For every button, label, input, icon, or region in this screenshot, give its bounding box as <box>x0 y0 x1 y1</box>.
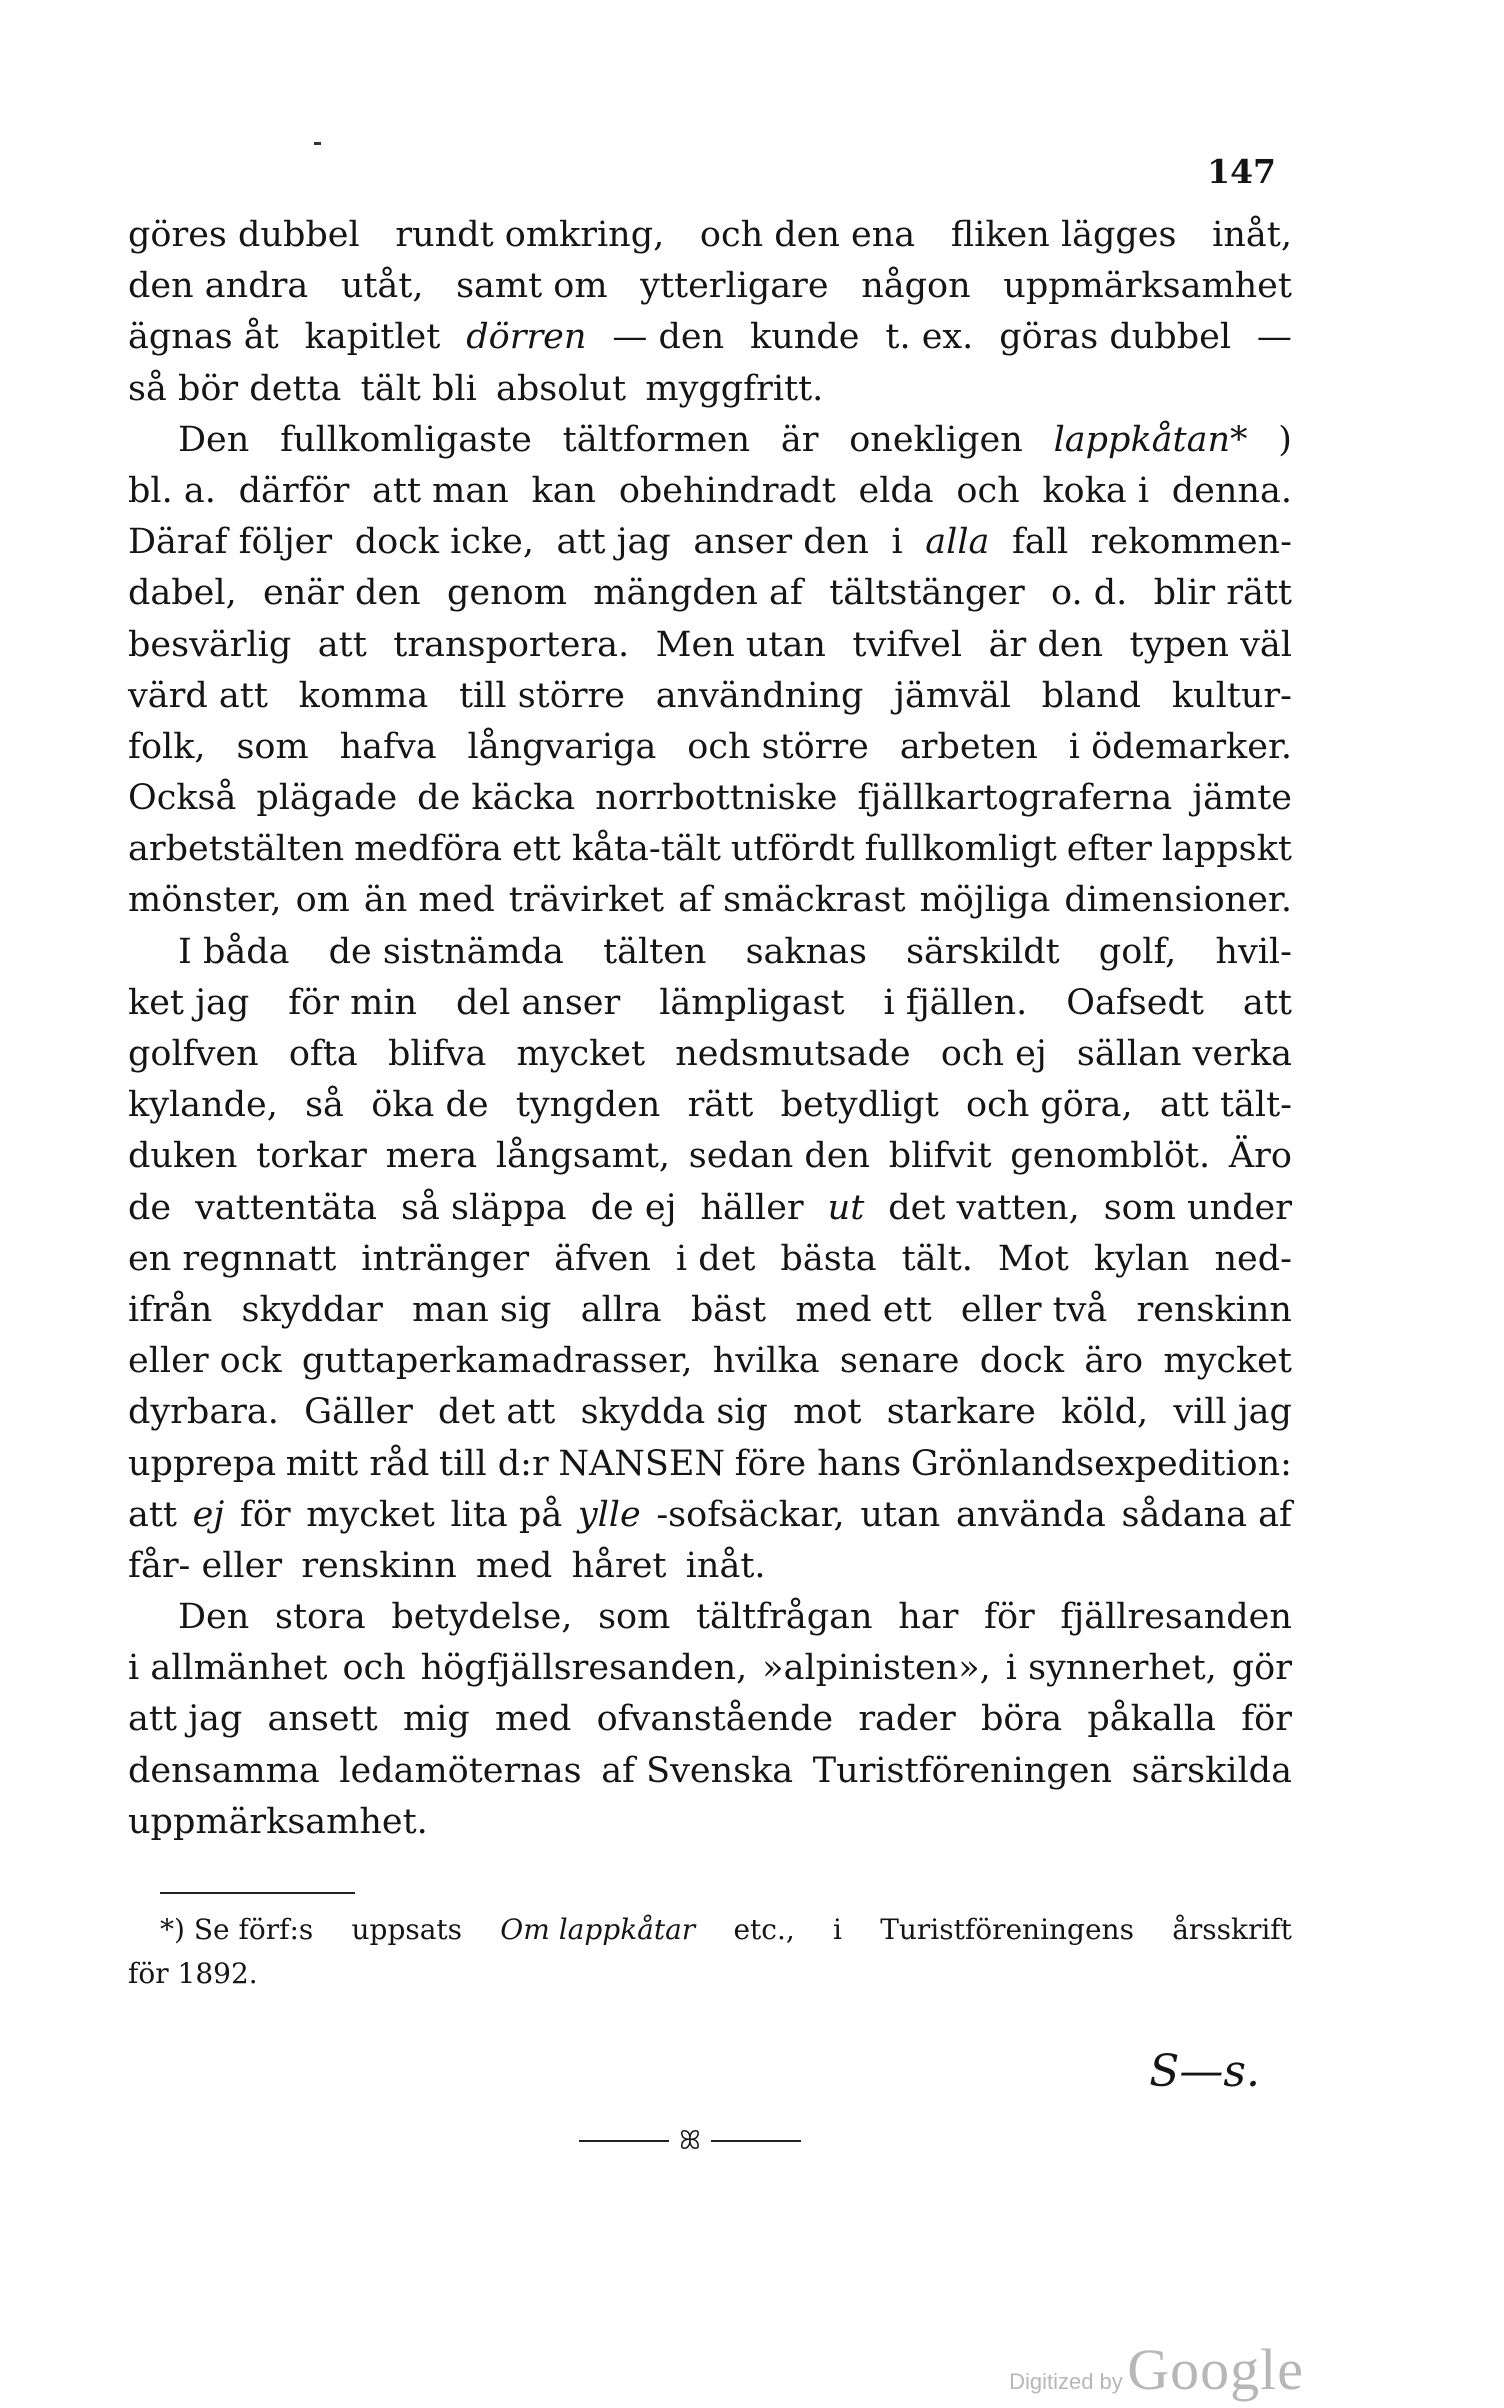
text-segment: Gäller <box>304 1392 413 1433</box>
text-segment: ansett <box>267 1699 378 1740</box>
text-segment: särskildt <box>906 931 1060 972</box>
footnote-line <box>128 1908 1292 1952</box>
text-segment: densamma <box>128 1750 320 1791</box>
text-segment: genom <box>447 573 567 614</box>
text-segment: vattentäta <box>195 1187 377 1228</box>
text-segment: medföra <box>354 829 503 870</box>
text-segment: tvifvel <box>852 624 963 665</box>
text-segment: fullkomligt <box>864 829 1057 870</box>
text-segment: för 1892. <box>128 1957 258 1990</box>
text-line <box>128 1131 1292 1182</box>
text-segment: ylle <box>577 1494 641 1535</box>
watermark-digitized-text: Digitized by <box>1009 2369 1123 2394</box>
text-segment: mycket <box>1163 1341 1292 1382</box>
text-line <box>128 210 1292 261</box>
text-segment: Också <box>128 778 237 819</box>
text-segment: stora <box>274 1597 366 1638</box>
text-segment: uppsats <box>351 1913 463 1946</box>
text-segment: så <box>305 1085 344 1126</box>
text-segment: böra <box>981 1699 1063 1740</box>
body-text <box>128 210 1292 1848</box>
text-segment: dock <box>979 1341 1065 1382</box>
text-segment: efter <box>1066 829 1152 870</box>
text-segment: särskilda <box>1131 1750 1292 1791</box>
text-line <box>128 1080 1292 1131</box>
text-segment: som <box>598 1597 671 1638</box>
text-line <box>128 1746 1292 1797</box>
text-segment: bl. a. <box>128 470 216 511</box>
text-segment: inåt. <box>685 1545 766 1586</box>
text-line <box>128 1694 1292 1745</box>
text-segment: kan <box>531 470 597 511</box>
text-segment: i synnerhet, <box>1005 1648 1217 1689</box>
text-segment: tält bli <box>360 368 477 409</box>
text-line <box>128 1029 1292 1080</box>
text-segment: som under <box>1103 1187 1292 1228</box>
text-segment: skydda sig <box>580 1392 768 1433</box>
text-segment: I båda <box>178 931 290 972</box>
text-segment: fall <box>1011 522 1069 563</box>
text-segment: för <box>239 1494 291 1535</box>
text-segment: kunde <box>750 317 860 358</box>
text-segment: blifva <box>387 1034 487 1074</box>
text-segment: ifrån <box>128 1289 213 1330</box>
text-segment: uppmärksamhet <box>1003 266 1292 307</box>
text-line <box>128 1234 1292 1285</box>
text-segment: renskinn <box>1136 1289 1292 1330</box>
text-segment: intränger <box>361 1238 530 1279</box>
text-segment: och <box>342 1648 406 1689</box>
text-segment: före hans <box>734 1443 902 1484</box>
text-segment: långsamt, <box>495 1136 671 1177</box>
text-segment: lappskt <box>1161 829 1292 870</box>
text-segment: af Svenska <box>601 1750 794 1791</box>
text-segment: af smäckrast <box>678 880 906 921</box>
text-segment: Turistföreningen <box>812 1750 1112 1791</box>
text-segment: lämpligast <box>659 982 845 1023</box>
text-segment: göras dubbel <box>999 317 1232 358</box>
text-segment: obehindradt <box>618 470 836 511</box>
text-segment: ägnas åt <box>128 317 279 358</box>
text-segment: man sig <box>412 1289 552 1330</box>
text-segment: senare <box>839 1341 960 1382</box>
text-segment: rader <box>858 1699 956 1740</box>
text-segment: starkare <box>886 1392 1036 1433</box>
text-segment: mängden af <box>593 573 803 614</box>
text-segment: köld, <box>1061 1392 1149 1433</box>
text-segment: ned- <box>1214 1238 1292 1279</box>
text-line <box>128 671 1292 722</box>
text-segment: renskinn <box>301 1545 457 1586</box>
text-segment: ut <box>827 1187 865 1228</box>
text-segment: ytterligare <box>640 266 829 307</box>
text-segment: än med <box>363 880 495 921</box>
text-segment: att jag <box>128 1699 243 1740</box>
text-segment: utfördt <box>730 829 855 870</box>
text-line <box>128 1285 1292 1336</box>
text-segment: golf, <box>1098 931 1177 972</box>
text-segment: fliken lägges <box>950 215 1177 255</box>
text-line <box>128 1592 1292 1643</box>
text-segment: med <box>495 1699 572 1740</box>
text-segment: därför <box>238 470 350 511</box>
text-segment: tyngden <box>515 1085 661 1126</box>
text-segment: användning <box>655 675 864 716</box>
text-line <box>128 1183 1292 1234</box>
text-line <box>128 927 1292 978</box>
text-segment: fullkomligaste <box>280 419 532 460</box>
text-segment: t. ex. <box>885 317 974 358</box>
text-segment: dimensioner. <box>1064 880 1292 921</box>
text-segment: genomblöt. <box>1010 1136 1211 1177</box>
text-segment: Om lappkåtar <box>500 1913 696 1946</box>
text-segment: använda <box>955 1494 1106 1535</box>
text-segment: bästa <box>780 1238 877 1279</box>
text-segment: i det <box>675 1238 756 1279</box>
text-segment: för <box>983 1597 1035 1638</box>
text-segment: ofta <box>288 1034 358 1074</box>
text-line <box>128 312 1292 363</box>
text-segment: att tält- <box>1159 1085 1292 1126</box>
text-segment: äfven <box>554 1238 651 1279</box>
text-segment: att jag <box>556 522 671 563</box>
text-segment: folk, <box>128 726 206 767</box>
text-segment: och den ena <box>699 215 916 255</box>
text-line <box>128 261 1292 312</box>
text-segment: anser den <box>693 522 869 563</box>
text-segment: lappkåtan* <box>1053 419 1248 460</box>
text-segment: ) <box>1278 419 1292 460</box>
text-segment: lita på <box>450 1494 563 1535</box>
text-segment: häller <box>700 1187 804 1228</box>
text-segment: eller två <box>960 1289 1108 1330</box>
text-segment: möjliga <box>919 880 1051 921</box>
text-segment: upprepa <box>128 1443 277 1484</box>
text-segment: blir rätt <box>1153 573 1292 614</box>
text-segment: Den <box>178 419 250 460</box>
text-segment: Äro <box>1228 1136 1292 1177</box>
text-segment: plägade <box>256 778 398 819</box>
text-segment: påkalla <box>1087 1699 1216 1740</box>
text-segment: hvilka <box>712 1341 820 1382</box>
text-segment: NANSEN <box>558 1443 726 1484</box>
text-segment: dörren <box>466 317 587 358</box>
text-segment: koka i <box>1042 470 1150 511</box>
text-segment: — den <box>612 317 725 358</box>
text-line <box>128 568 1292 619</box>
text-segment: — <box>1256 317 1292 358</box>
text-segment: det vatten, <box>888 1187 1080 1228</box>
text-line <box>128 1336 1292 1387</box>
text-line <box>128 466 1292 517</box>
text-segment: som <box>236 726 309 767</box>
text-segment: tältformen <box>562 419 751 460</box>
text-segment: högfjällsresanden, <box>420 1648 748 1689</box>
text-segment: fjällkartograferna <box>857 778 1173 819</box>
text-segment: håret <box>571 1545 667 1586</box>
text-segment: Oafsedt <box>1066 982 1204 1023</box>
text-line <box>128 620 1292 671</box>
text-segment: vill jag <box>1173 1392 1292 1433</box>
text-line <box>128 978 1292 1029</box>
text-segment: golfven <box>128 1034 259 1074</box>
text-segment: i <box>832 1913 842 1946</box>
text-segment: för min <box>288 982 418 1023</box>
text-segment: tältstänger <box>829 573 1025 614</box>
page-number: 147 <box>1207 152 1276 191</box>
text-segment: duken <box>128 1136 238 1177</box>
text-segment: årsskrift <box>1172 1913 1292 1946</box>
text-segment: kultur- <box>1171 675 1292 716</box>
text-segment: hvil- <box>1215 931 1292 972</box>
text-segment: så bör detta <box>128 368 342 409</box>
text-segment: rekommen- <box>1090 522 1292 563</box>
text-segment: Men utan <box>655 624 826 665</box>
text-segment: skyddar <box>241 1289 383 1330</box>
text-segment: etc., <box>733 1913 795 1946</box>
text-segment: samt om <box>456 266 608 307</box>
text-line <box>128 824 1292 875</box>
text-segment: gör <box>1231 1648 1292 1689</box>
text-segment: transportera. <box>393 624 630 665</box>
text-segment: ket jag <box>128 982 250 1023</box>
text-segment: fjällresanden <box>1060 1597 1292 1638</box>
text-segment: utan <box>860 1494 941 1535</box>
text-segment: med <box>476 1545 553 1586</box>
text-segment: mera <box>385 1136 478 1177</box>
text-segment: de ej <box>590 1187 677 1228</box>
text-segment: och större <box>687 726 869 767</box>
text-segment: o. d. <box>1051 573 1128 614</box>
end-ornament <box>560 2126 820 2156</box>
text-segment: i <box>891 522 903 563</box>
text-segment: får- eller <box>128 1545 283 1586</box>
text-segment: bäst <box>690 1289 767 1330</box>
ornament-glyph: ꕤ <box>679 2126 701 2156</box>
text-segment: betydligt <box>780 1085 939 1126</box>
text-segment: mycket <box>516 1034 646 1074</box>
text-segment: mig <box>402 1699 470 1740</box>
text-segment: öka de <box>371 1085 489 1126</box>
text-segment: ej <box>192 1494 225 1535</box>
text-segment: saknas <box>745 931 867 972</box>
text-segment: alla <box>925 522 990 563</box>
print-speck <box>314 142 321 145</box>
text-segment: onekligen <box>849 419 1023 460</box>
text-segment: denna. <box>1171 470 1292 511</box>
text-segment: att <box>317 624 367 665</box>
text-segment: har <box>898 1597 959 1638</box>
text-segment: den andra <box>128 266 309 307</box>
watermark-google-text: Google <box>1127 2337 1304 2402</box>
text-segment: till d:r <box>439 1443 549 1484</box>
text-segment: eller ock <box>128 1341 282 1382</box>
text-segment: ett kåta-tält <box>511 829 721 870</box>
text-segment: i allmänhet <box>128 1648 328 1689</box>
text-segment: typen väl <box>1129 624 1292 665</box>
text-segment: bland <box>1041 675 1142 716</box>
text-segment: de sistnämda <box>328 931 564 972</box>
text-segment: myggfritt. <box>645 368 824 409</box>
text-segment: utåt, <box>340 266 424 307</box>
text-segment: att man <box>372 470 509 511</box>
text-segment: ofvanstående <box>596 1699 834 1740</box>
text-segment: i fjällen. <box>883 982 1028 1023</box>
text-line <box>128 1490 1292 1541</box>
text-line <box>128 875 1292 926</box>
text-segment: någon <box>861 266 971 307</box>
text-line <box>128 773 1292 824</box>
text-segment: blifvit <box>888 1136 992 1177</box>
text-segment: guttaperkamadrasser, <box>301 1341 693 1382</box>
text-segment: är <box>780 419 819 460</box>
text-segment: Däraf följer <box>128 522 333 563</box>
text-segment: om <box>295 880 350 921</box>
text-segment: sådana af <box>1121 1494 1292 1535</box>
text-segment: ledamöternas <box>339 1750 582 1791</box>
text-segment: för <box>1241 1699 1292 1740</box>
text-segment: långvariga <box>467 726 657 767</box>
text-segment: norrbottniske <box>595 778 838 819</box>
text-segment: kapitlet <box>304 317 441 358</box>
text-segment: att <box>1242 982 1292 1023</box>
text-segment: Den <box>178 1597 250 1638</box>
text-segment: värd att <box>128 675 268 716</box>
text-segment: göres dubbel <box>128 215 360 255</box>
text-line <box>128 1387 1292 1438</box>
text-line <box>128 517 1292 568</box>
text-segment: enär den <box>263 573 421 614</box>
ornament-dash-left <box>579 2140 669 2142</box>
footnote <box>128 1908 1292 1996</box>
text-segment: och göra, <box>966 1085 1133 1126</box>
text-segment: betydelse, <box>391 1597 573 1638</box>
text-segment: elda <box>858 470 934 511</box>
text-segment: Turistföreningens <box>880 1913 1134 1946</box>
text-segment: till större <box>458 675 625 716</box>
text-segment: besvärlig <box>128 624 292 665</box>
text-segment: sällan verka <box>1076 1034 1292 1074</box>
signature: S—s. <box>1149 2046 1260 2097</box>
text-segment: Mot <box>997 1238 1069 1279</box>
text-line <box>128 1439 1292 1490</box>
text-segment: mot <box>793 1392 862 1433</box>
text-line <box>128 364 1292 415</box>
text-segment: mycket <box>306 1494 435 1535</box>
text-segment: del anser <box>456 982 621 1023</box>
text-segment: inåt, <box>1212 215 1292 255</box>
text-segment: arbetstälten <box>128 829 345 870</box>
ornament-dash-right <box>711 2140 801 2142</box>
footnote-line <box>128 1952 1292 1996</box>
text-segment: och <box>956 470 1020 511</box>
text-segment: jämte <box>1192 778 1292 819</box>
text-line <box>128 1643 1292 1694</box>
text-segment: tältfrågan <box>695 1597 873 1638</box>
text-segment: att <box>128 1494 177 1535</box>
text-segment: dock icke, <box>354 522 534 563</box>
text-segment: trävirket <box>508 880 665 921</box>
text-segment: rätt <box>687 1085 754 1126</box>
text-segment: äro <box>1084 1341 1144 1382</box>
text-segment: dyrbara. <box>128 1392 279 1433</box>
text-line <box>128 1541 1292 1592</box>
text-segment: absolut <box>496 368 627 409</box>
text-segment: och ej <box>940 1034 1047 1074</box>
text-segment: arbeten <box>899 726 1038 767</box>
text-segment: en regnnatt <box>128 1238 337 1279</box>
text-segment: komma <box>298 675 429 716</box>
text-line <box>128 1797 1292 1848</box>
text-segment: rundt omkring, <box>395 215 665 255</box>
text-segment: de <box>128 1187 172 1228</box>
text-segment: mitt råd <box>285 1443 430 1484</box>
text-line <box>128 722 1292 773</box>
text-segment: jämväl <box>894 675 1011 716</box>
text-segment: tält. <box>901 1238 973 1279</box>
text-segment: *) Se förf:s <box>160 1913 314 1946</box>
text-segment: det att <box>438 1392 556 1433</box>
text-segment: nedsmutsade <box>675 1034 911 1074</box>
text-segment: -sofsäckar, <box>656 1494 845 1535</box>
text-segment: uppmärksamhet. <box>128 1801 428 1842</box>
text-segment: Grönlandsexpedition: <box>910 1443 1292 1484</box>
text-segment: »alpinisten», <box>762 1648 991 1689</box>
text-segment: med ett <box>795 1289 932 1330</box>
text-segment: är den <box>988 624 1103 665</box>
text-segment: tälten <box>603 931 707 972</box>
text-line <box>128 415 1292 466</box>
text-segment: kylan <box>1093 1238 1190 1279</box>
text-segment: de käcka <box>417 778 576 819</box>
text-segment: kylande, <box>128 1085 278 1126</box>
google-watermark <box>1004 2336 1304 2403</box>
text-segment: så släppa <box>400 1187 567 1228</box>
text-segment: torkar <box>256 1136 367 1177</box>
text-segment: i ödemarker. <box>1068 726 1292 767</box>
text-segment: hafva <box>339 726 437 767</box>
footnote-rule <box>160 1892 355 1894</box>
text-segment: allra <box>580 1289 662 1330</box>
text-segment: mönster, <box>128 880 282 921</box>
text-segment: dabel, <box>128 573 237 614</box>
text-segment: sedan den <box>688 1136 871 1177</box>
